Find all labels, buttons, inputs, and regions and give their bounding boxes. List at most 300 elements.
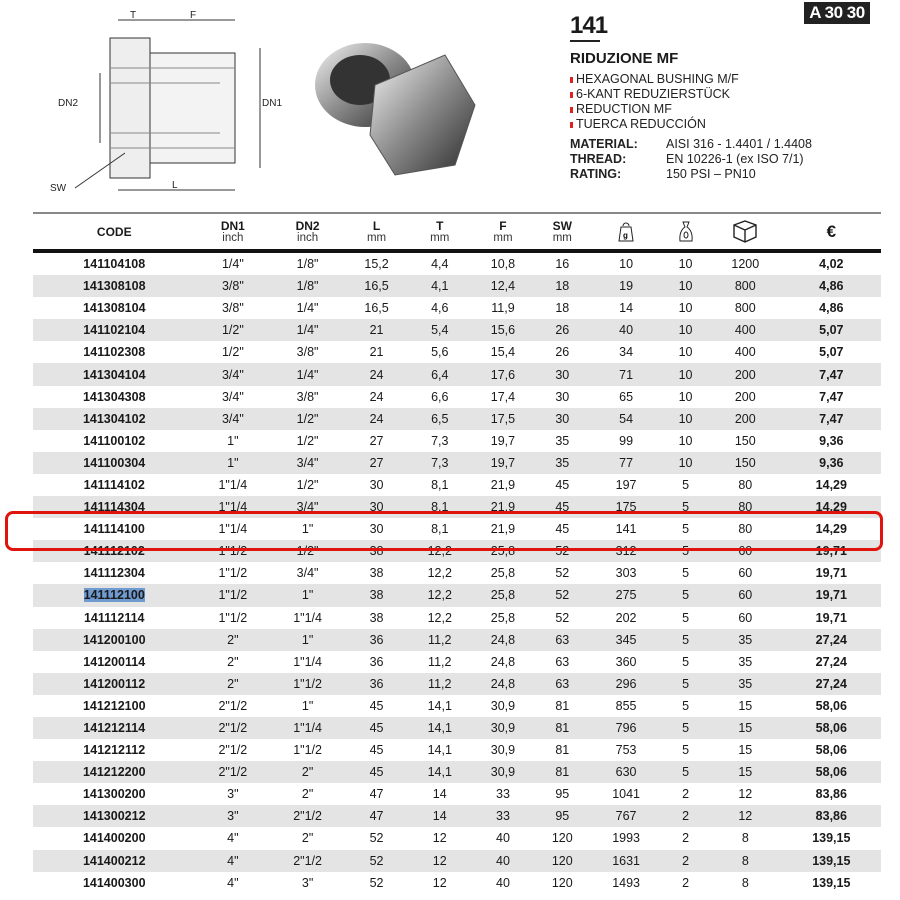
dim-l-label: L — [172, 180, 178, 191]
table-cell: 27 — [369, 455, 384, 470]
price-cell: 19,71 — [815, 588, 847, 603]
table-cell: 120 — [551, 853, 573, 868]
price-cell: 27,24 — [815, 676, 847, 691]
table-cell: 6,6 — [431, 389, 449, 404]
table-cell: 400 — [734, 345, 756, 360]
table-cell: 30,9 — [490, 698, 516, 713]
code-cell: 141212114 — [83, 721, 146, 736]
table-cell: 52 — [555, 610, 570, 625]
table-cell: 81 — [555, 743, 570, 758]
table-cell: 30 — [555, 411, 570, 426]
table-row — [33, 739, 881, 761]
table-cell: 4,4 — [431, 257, 449, 272]
table-cell: 5 — [682, 676, 690, 691]
table-cell: 52 — [555, 544, 570, 559]
table-cell: 45 — [555, 522, 570, 537]
table-cell: 855 — [615, 698, 637, 713]
table-cell: 5 — [682, 477, 690, 492]
table-cell: 1"1/4 — [293, 654, 322, 669]
table-cell: 80 — [738, 522, 753, 537]
table-row — [33, 827, 881, 849]
price-cell: 139,15 — [812, 875, 851, 890]
code-cell: 141308104 — [82, 301, 146, 316]
table-cell: 38 — [369, 544, 384, 559]
table-cell: 1"1/4 — [218, 500, 248, 515]
table-cell: 25,8 — [490, 566, 516, 581]
code-cell — [33, 584, 195, 606]
code-cell: 141104108 — [83, 257, 146, 272]
table-cell: 120 — [551, 875, 573, 890]
table-cell: 10,8 — [490, 257, 516, 272]
table-cell: 3" — [227, 809, 239, 824]
table-cell: 8,1 — [431, 522, 449, 537]
table-cell: 81 — [555, 721, 570, 736]
table-cell: 45 — [369, 721, 384, 736]
price-cell: 58,06 — [815, 698, 847, 713]
highlight-box — [5, 511, 883, 551]
table-cell: 6,4 — [431, 367, 449, 382]
table-cell: 3/4" — [296, 500, 319, 515]
selected-text[interactable]: 141112100 — [83, 588, 145, 603]
table-row — [33, 408, 881, 430]
code-cell: 141300212 — [82, 809, 146, 824]
table-cell: 1631 — [612, 853, 640, 868]
table-cell: 30,9 — [490, 721, 516, 736]
table-cell: 24 — [369, 411, 384, 426]
table-cell: 2"1/2 — [218, 765, 248, 780]
table-cell: 45 — [555, 500, 570, 515]
table-cell: 150 — [734, 455, 756, 470]
table-cell: 71 — [619, 367, 634, 382]
table-cell: 80 — [738, 477, 753, 492]
code-cell: 141304102 — [82, 411, 146, 426]
table-cell: 60 — [738, 610, 753, 625]
table-cell: 8 — [741, 853, 749, 868]
table-cell: 99 — [619, 433, 634, 448]
table-cell: 35 — [555, 455, 570, 470]
code-cell: 141114304 — [83, 500, 145, 515]
table-cell: 60 — [738, 544, 753, 559]
table-cell: 10 — [619, 257, 634, 272]
table-cell: 2 — [682, 853, 690, 868]
table-cell: 2" — [227, 632, 239, 647]
table-cell: 12 — [738, 787, 753, 802]
table-cell: 16 — [555, 257, 570, 272]
price-cell: 14,29 — [815, 500, 847, 515]
table-row — [33, 584, 881, 606]
table-row — [33, 850, 881, 872]
code-cell: 141212200 — [82, 765, 146, 780]
code-cell: 141212112 — [83, 743, 146, 758]
table-cell: 10 — [678, 279, 693, 294]
table-cell: 7,3 — [431, 455, 449, 470]
table-cell: 14,1 — [427, 743, 452, 758]
product-table — [33, 212, 881, 894]
table-cell: 35 — [738, 676, 753, 691]
table-cell: 1/2" — [221, 345, 244, 360]
table-cell: 11,2 — [428, 676, 452, 691]
table-cell: 3/4" — [221, 411, 244, 426]
table-row — [33, 275, 881, 297]
table-cell: 3" — [227, 787, 239, 802]
table-cell: 17,6 — [490, 367, 516, 382]
table-row — [33, 717, 881, 739]
bullet-icon — [570, 107, 573, 113]
column-header-price: € — [826, 221, 837, 241]
svg-text:g: g — [623, 230, 628, 240]
table-cell: 16,5 — [364, 301, 389, 316]
table-cell: 10 — [678, 323, 693, 338]
table-cell: 1/4" — [296, 301, 319, 316]
table-cell: 202 — [615, 610, 637, 625]
table-cell: 18 — [555, 279, 570, 294]
table-cell: 77 — [619, 455, 634, 470]
dim-dn1-label: DN1 — [262, 98, 283, 109]
table-cell: 150 — [734, 433, 756, 448]
table-cell: 5 — [682, 698, 690, 713]
table-cell: 630 — [615, 765, 637, 780]
table-row — [33, 430, 881, 452]
bullet-icon — [570, 77, 573, 83]
table-cell: 11,9 — [491, 301, 515, 316]
table-cell: 21,9 — [490, 522, 516, 537]
dim-dn2-label: DN2 — [58, 98, 79, 109]
price-cell: 58,06 — [815, 743, 847, 758]
product-photo — [305, 25, 480, 190]
price-cell: 7,47 — [819, 389, 844, 404]
price-cell: 83,86 — [815, 809, 847, 824]
table-cell: 2 — [682, 831, 690, 846]
price-cell: 7,47 — [819, 367, 844, 382]
table-cell: 24,8 — [490, 632, 516, 647]
code-cell: 141400300 — [82, 875, 146, 890]
technical-drawing — [50, 8, 290, 203]
table-cell: 30 — [369, 522, 384, 537]
table-cell: 5 — [682, 544, 690, 559]
table-cell: 2" — [301, 765, 314, 780]
table-cell: 63 — [555, 676, 570, 691]
column-header-box-icon — [709, 213, 782, 251]
table-row — [33, 341, 881, 363]
table-cell: 2"1/2 — [218, 698, 248, 713]
price-cell: 83,86 — [815, 787, 847, 802]
table-cell: 19 — [619, 279, 634, 294]
divider — [570, 40, 600, 42]
table-cell: 15,6 — [490, 323, 516, 338]
table-cell: 52 — [369, 875, 384, 890]
column-header-bag-icon — [662, 213, 709, 251]
table-cell: 95 — [555, 809, 570, 824]
table-cell: 4" — [227, 875, 239, 890]
code-cell: 141400200 — [82, 831, 146, 846]
table-cell: 120 — [551, 831, 573, 846]
table-cell: 1" — [301, 632, 314, 647]
table-cell: 1/4" — [296, 367, 319, 382]
table-cell: 1"1/4 — [218, 477, 248, 492]
column-header-t: T mm — [430, 218, 450, 244]
table-cell: 2"1/2 — [293, 853, 322, 868]
table-cell: 14,1 — [427, 721, 452, 736]
code-cell: 141200112 — [83, 676, 146, 691]
table-cell: 21,9 — [490, 500, 516, 515]
table-row — [33, 474, 881, 496]
table-cell: 24,8 — [490, 676, 516, 691]
table-cell: 25,8 — [490, 610, 516, 625]
table-cell: 175 — [615, 500, 637, 515]
table-cell: 1/2" — [296, 411, 319, 426]
table-cell: 1"1/2 — [218, 566, 248, 581]
table-cell: 80 — [738, 500, 753, 515]
table-cell: 5 — [682, 654, 690, 669]
table-row — [33, 251, 881, 275]
table-cell: 19,7 — [490, 455, 516, 470]
dim-t-label: T — [130, 10, 137, 21]
table-cell: 1/8" — [296, 279, 319, 294]
table-cell: 3/4" — [296, 566, 319, 581]
table-cell: 5 — [682, 566, 690, 581]
table-cell: 1/4" — [221, 257, 244, 272]
table-cell: 1" — [301, 698, 314, 713]
table-cell: 296 — [615, 676, 637, 691]
dim-f-label: F — [190, 10, 197, 21]
table-row — [33, 297, 881, 319]
table-cell: 25,8 — [490, 544, 516, 559]
translation: 6-KANT REDUZIERSTÜCK — [570, 87, 730, 101]
table-cell: 35 — [738, 632, 753, 647]
table-cell: 34 — [619, 345, 634, 360]
table-cell: 81 — [555, 698, 570, 713]
table-cell: 1"1/2 — [293, 743, 322, 758]
table-cell: 52 — [369, 853, 384, 868]
table-cell: 52 — [369, 831, 384, 846]
table-cell: 275 — [615, 588, 637, 603]
table-cell: 15 — [738, 765, 753, 780]
column-header-f: F mm — [493, 218, 513, 244]
table-cell: 3/8" — [221, 301, 244, 316]
table-cell: 1" — [227, 433, 239, 448]
table-cell: 1"1/2 — [218, 610, 248, 625]
table-cell: 14 — [432, 809, 447, 824]
code-cell: 141300200 — [82, 787, 146, 802]
spec-material: MATERIAL: AISI 316 - 1.4401 / 1.4408 — [570, 137, 812, 151]
table-cell: 1"1/2 — [218, 544, 248, 559]
table-cell: 12 — [432, 831, 447, 846]
price-cell: 58,06 — [815, 765, 847, 780]
table-cell: 10 — [678, 389, 693, 404]
table-cell: 47 — [369, 809, 384, 824]
table-cell: 27 — [369, 433, 384, 448]
table-cell: 14 — [432, 787, 447, 802]
table-cell: 21,9 — [490, 477, 516, 492]
table-cell: 5 — [682, 500, 690, 515]
table-cell: 24 — [369, 367, 384, 382]
code-cell: 141112304 — [83, 566, 145, 581]
table-row — [33, 363, 881, 385]
table-cell: 3/4" — [221, 367, 244, 382]
code-cell: 141112114 — [83, 610, 145, 625]
table-cell: 303 — [615, 566, 637, 581]
table-cell: 40 — [619, 323, 634, 338]
table-cell: 26 — [555, 345, 570, 360]
box-icon — [732, 232, 758, 246]
table-row — [33, 607, 881, 629]
table-cell: 8 — [741, 831, 749, 846]
table-cell: 54 — [619, 411, 634, 426]
table-cell: 1"1/2 — [218, 588, 248, 603]
table-cell: 2"1/2 — [218, 743, 248, 758]
table-cell: 10 — [678, 257, 693, 272]
price-cell: 27,24 — [815, 654, 847, 669]
table-cell: 200 — [734, 367, 756, 382]
table-cell: 2"1/2 — [293, 809, 322, 824]
table-cell: 4" — [227, 831, 239, 846]
price-cell: 5,07 — [819, 323, 844, 338]
table-cell: 36 — [369, 632, 384, 647]
table-cell: 2" — [227, 654, 239, 669]
table-cell: 5 — [682, 721, 690, 736]
translation: HEXAGONAL BUSHING M/F — [570, 72, 739, 86]
table-row — [33, 629, 881, 651]
table-cell: 2"1/2 — [218, 721, 248, 736]
code-cell: 141114102 — [83, 477, 145, 492]
table-cell: 753 — [615, 743, 637, 758]
table-cell: 15 — [738, 743, 753, 758]
code-cell: 141212100 — [82, 698, 146, 713]
table-cell: 14,1 — [427, 698, 452, 713]
table-cell: 30 — [555, 367, 570, 382]
catalog-section-badge: A 30 30 — [804, 2, 870, 24]
table-cell: 15,2 — [364, 257, 389, 272]
table-row — [33, 319, 881, 341]
table-cell: 36 — [369, 654, 384, 669]
table-cell: 63 — [555, 632, 570, 647]
table-cell: 3/8" — [221, 279, 244, 294]
table-cell: 33 — [496, 787, 510, 802]
column-header-weight-g-icon — [590, 213, 662, 251]
code-cell: 141200114 — [83, 654, 146, 669]
table-cell: 2 — [682, 809, 690, 824]
table-cell: 36 — [369, 676, 384, 691]
table-cell: 1"1/2 — [293, 676, 322, 691]
table-cell: 200 — [734, 411, 756, 426]
table-cell: 24 — [369, 389, 384, 404]
table-cell: 15 — [738, 721, 753, 736]
table-cell: 30 — [555, 389, 570, 404]
table-cell: 3/8" — [296, 389, 319, 404]
table-cell: 10 — [678, 433, 693, 448]
table-cell: 6,5 — [431, 411, 449, 426]
table-cell: 200 — [734, 389, 756, 404]
table-cell: 63 — [555, 654, 570, 669]
table-cell: 95 — [555, 787, 570, 802]
table-cell: 1993 — [612, 831, 640, 846]
code-cell: 141102308 — [83, 345, 146, 360]
table-row — [33, 695, 881, 717]
table-cell: 40 — [496, 853, 510, 868]
table-cell: 60 — [738, 566, 753, 581]
translation: TUERCA REDUCCIÓN — [570, 117, 706, 131]
table-cell: 33 — [496, 809, 510, 824]
table-cell: 4" — [227, 853, 239, 868]
price-cell: 19,71 — [815, 544, 847, 559]
table-cell: 17,4 — [490, 389, 516, 404]
code-cell: 141400212 — [82, 853, 146, 868]
price-cell: 14,29 — [815, 522, 847, 537]
table-cell: 1/2" — [296, 477, 319, 492]
price-cell: 4,86 — [819, 301, 844, 316]
table-cell: 1"1/4 — [293, 721, 322, 736]
table-cell: 65 — [619, 389, 634, 404]
table-cell: 5 — [682, 522, 690, 537]
table-row — [33, 872, 881, 894]
code-cell: 141304104 — [82, 367, 146, 382]
table-cell: 12,2 — [427, 610, 452, 625]
table-cell: 12 — [432, 853, 447, 868]
table-row — [33, 386, 881, 408]
price-cell: 5,07 — [819, 345, 844, 360]
spec-thread: THREAD: EN 10226-1 (ex ISO 7/1) — [570, 152, 804, 166]
code-cell: 141100304 — [83, 455, 146, 470]
code-cell: 141102104 — [83, 323, 146, 338]
table-cell: 35 — [555, 433, 570, 448]
spec-rating: RATING: 150 PSI – PN10 — [570, 167, 756, 181]
weight-g-icon — [618, 231, 634, 245]
bullet-icon — [570, 122, 573, 128]
table-cell: 3" — [301, 875, 314, 890]
price-cell: 7,47 — [819, 411, 844, 426]
price-cell: 58,06 — [815, 721, 847, 736]
table-cell: 12 — [432, 875, 447, 890]
table-cell: 38 — [369, 610, 384, 625]
table-cell: 81 — [555, 765, 570, 780]
table-cell: 17,5 — [490, 411, 516, 426]
table-cell: 3/4" — [221, 389, 244, 404]
table-cell: 1"1/4 — [218, 522, 248, 537]
bullet-icon — [570, 92, 573, 98]
table-cell: 30 — [369, 477, 384, 492]
price-cell: 19,71 — [815, 610, 847, 625]
price-cell: 139,15 — [812, 853, 851, 868]
price-cell: 4,02 — [819, 257, 844, 272]
table-cell: 2" — [301, 787, 314, 802]
table-cell: 45 — [555, 477, 570, 492]
table-cell: 24,8 — [490, 654, 516, 669]
table-cell: 1" — [301, 588, 314, 603]
table-cell: 47 — [369, 787, 384, 802]
table-cell: 1"1/4 — [293, 610, 322, 625]
table-cell: 52 — [555, 566, 570, 581]
dim-sw-label: SW — [50, 183, 67, 194]
column-header-code: CODE — [96, 224, 132, 239]
table-cell: 5 — [682, 588, 690, 603]
table-cell: 312 — [615, 544, 637, 559]
product-title: RIDUZIONE MF — [570, 50, 679, 67]
price-cell: 4,86 — [819, 279, 844, 294]
table-cell: 5 — [682, 632, 690, 647]
code-cell: 141114100 — [83, 522, 145, 537]
table-cell: 800 — [734, 279, 756, 294]
table-cell: 5 — [682, 765, 690, 780]
table-cell: 3/4" — [296, 455, 319, 470]
table-cell: 1/4" — [296, 323, 319, 338]
table-cell: 400 — [734, 323, 756, 338]
table-cell: 38 — [369, 588, 384, 603]
column-header-sw: SW mm — [552, 218, 572, 244]
table-cell: 2 — [682, 875, 690, 890]
table-cell: 4,1 — [431, 279, 449, 294]
table-cell: 38 — [369, 566, 384, 581]
table-cell: 767 — [615, 809, 637, 824]
